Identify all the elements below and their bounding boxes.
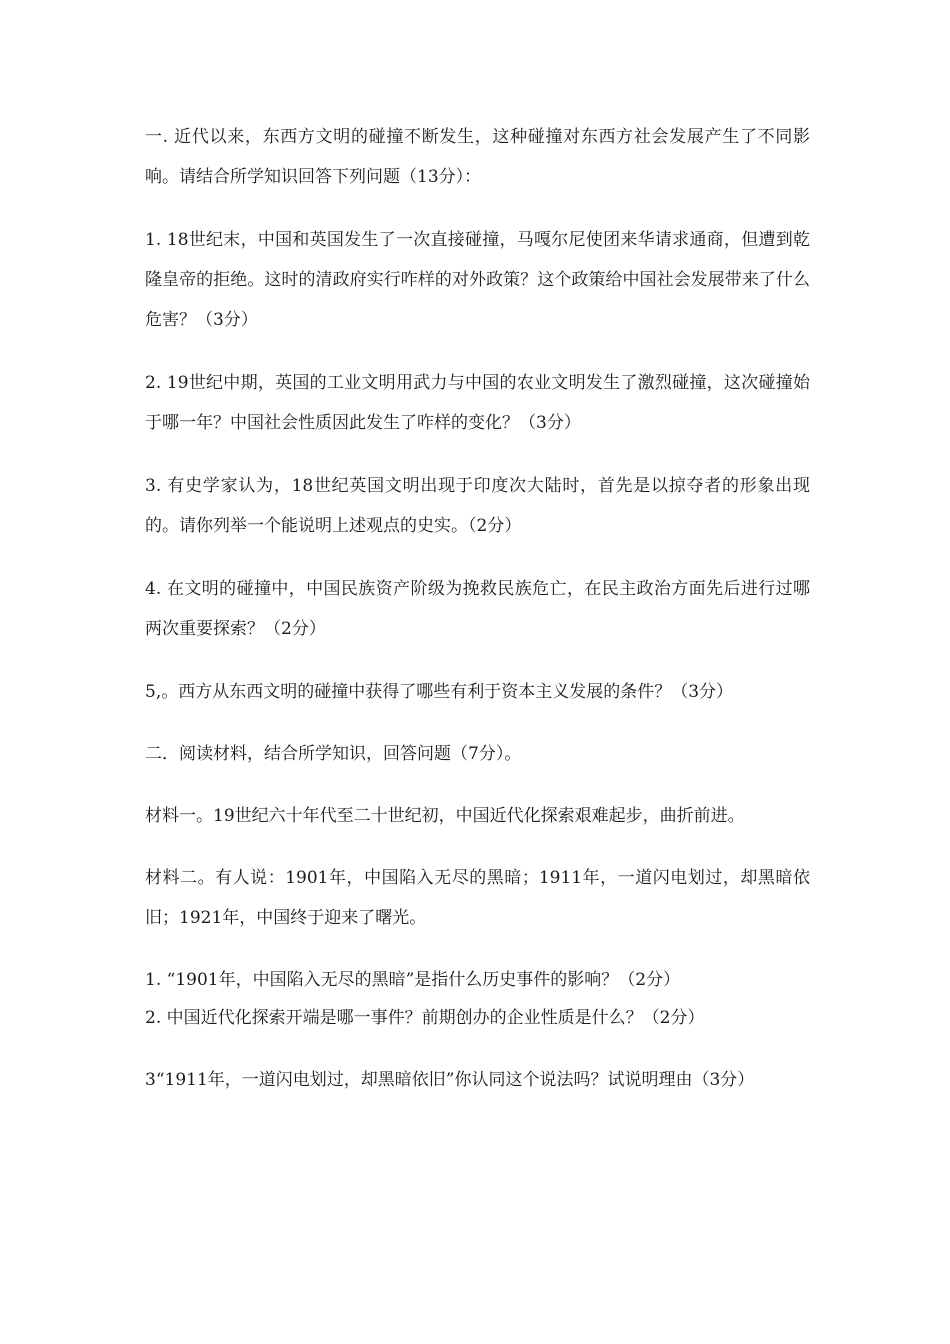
section1-question-4: 4. 在文明的碰撞中，中国民族资产阶级为挽救民族危亡，在民主政治方面先后进行过哪两次重要探索？（2分） bbox=[145, 579, 810, 639]
section2-intro: 二．阅读材料，结合所学知识，回答问题（7分）。 bbox=[145, 744, 522, 764]
section1-intro: 一. 近代以来，东西方文明的碰撞不断发生，这种碰撞对东西方社会发展产生了不同影响。请结合所学知识回答下列问题（13分）： bbox=[145, 127, 810, 187]
section1-question-3: 3. 有史学家认为，18世纪英国文明出现于印度次大陆时，首先是以掠夺者的形象出现的。请你列举一个能说明上述观点的史实。（2分） bbox=[145, 476, 810, 536]
section2-question-1: 1. “1901年，中国陷入无尽的黑暗”是指什么历史事件的影响？（2分） bbox=[145, 970, 681, 990]
section2-question-2: 2. 中国近代化探索开端是哪一事件？前期创办的企业性质是什么？（2分） bbox=[145, 1008, 705, 1028]
section2-material-1: 材料一。19世纪六十年代至二十世纪初，中国近代化探索艰难起步，曲折前进。 bbox=[145, 806, 745, 826]
section1-question-1: 1. 18世纪末，中国和英国发生了一次直接碰撞，马嘎尔尼使团来华请求通商，但遭到乾隆皇帝的拒绝。这时的清政府实行咋样的对外政策？这个政策给中国社会发展带来了什么危害？（3分） bbox=[145, 230, 810, 330]
section2-material-2: 材料二。有人说：1901年，中国陷入无尽的黑暗；1911年，一道闪电划过，却黑暗依旧；1921年，中国终于迎来了曙光。 bbox=[145, 868, 810, 928]
section2-question-3: 3“1911年，一道闪电划过，却黑暗依旧”你认同这个说法吗？试说明理由（3分） bbox=[145, 1070, 755, 1090]
document-page bbox=[145, 117, 810, 1100]
section1-question-5: 5,。西方从东西文明的碰撞中获得了哪些有利于资本主义发展的条件？（3分） bbox=[145, 682, 734, 702]
section1-question-2: 2. 19世纪中期，英国的工业文明用武力与中国的农业文明发生了激烈碰撞，这次碰撞始于哪一年？中国社会性质因此发生了咋样的变化？（3分） bbox=[145, 373, 810, 433]
